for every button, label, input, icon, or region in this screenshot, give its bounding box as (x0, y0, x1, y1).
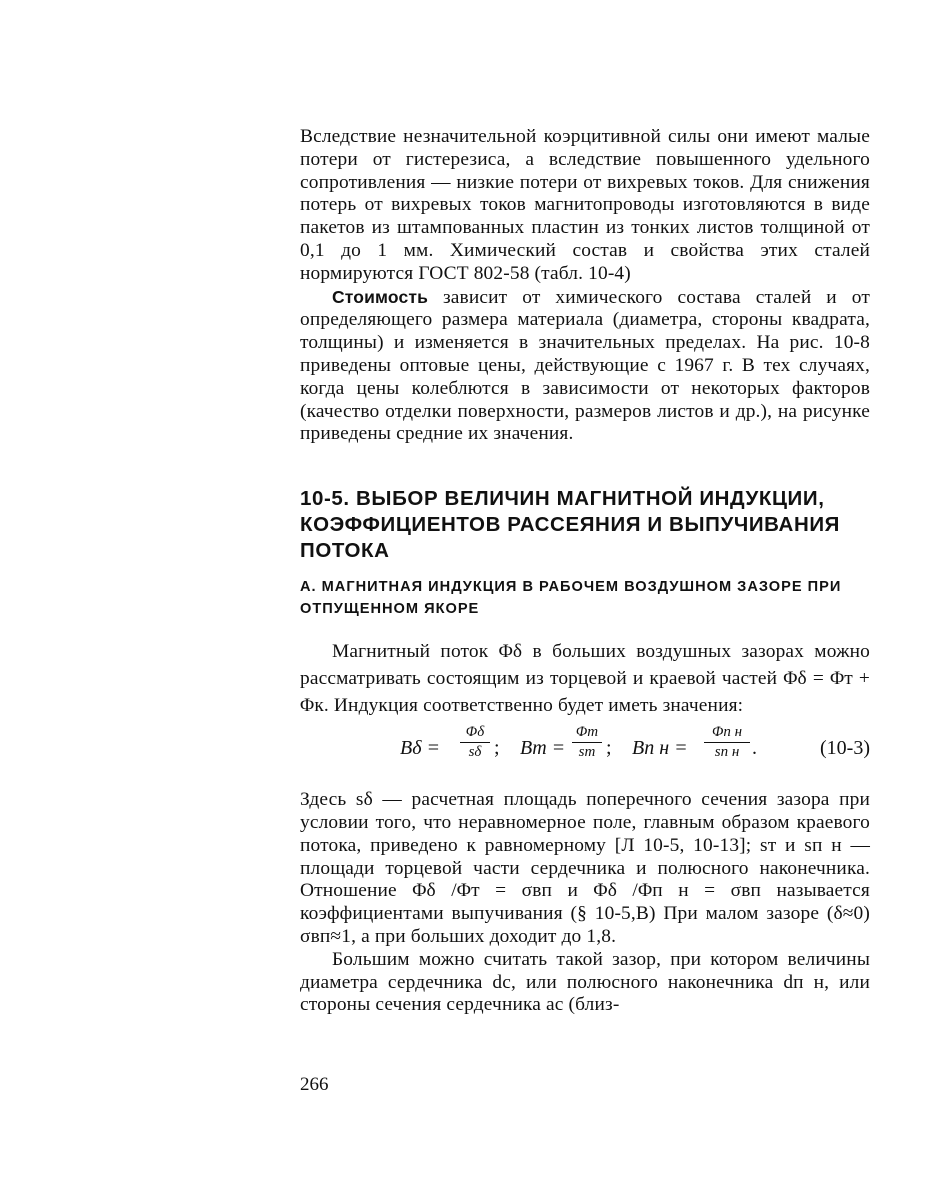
formula-10-3 (300, 719, 870, 781)
equation-number: (10-3) (820, 737, 870, 760)
page-number: 266 (300, 1074, 329, 1095)
fraction-bar (460, 742, 490, 743)
paragraph-4: Здесь sδ — расчетная площадь поперечного сечения зазора при условии того, что неравномерное поле, главным образом краевого потока, приведено к равномерному [Л 10-5, 10-13]; sт и sп н — площади торцевой части сердечника и полюсного наконечника. Отношение Φδ /Φт = σвп и Φδ /Φп н = σвп называется коэффициентами выпучивания (§ 10-5,В) При малом зазоре (δ≈0) σвп≈1, а при больших доходит до 1,8. (300, 789, 870, 947)
paragraph-1: Вследствие незначительной коэрцитивной силы они имеют малые потери от гистерезиса, а вследствие повышенного удельного сопротивления — низкие потери от вихревых токов. Для снижения потерь от вихревых токов магнитопроводы изготовляются в виде пакетов из штампованных пластин из тонких листов толщиной от 0,1 до 1 мм. Химический состав и свойства этих сталей нормируются ГОСТ 802-58 (табл. 10-4) (300, 126, 870, 284)
formula-separator: ; (494, 737, 500, 760)
fraction-numerator: Φδ (465, 724, 485, 741)
paragraph-2 (300, 286, 870, 447)
fraction-phi-t (572, 724, 602, 761)
fraction-bar (704, 742, 750, 743)
paragraph-3: Магнитный поток Φδ в больших воздушных зазорах можно рассматривать состоящим из торцевой и краевой частей Φδ = Φт + Φк. Индукция соответственно будет иметь значения: (300, 641, 870, 717)
fraction-denominator: sп н (714, 744, 740, 761)
paragraph-2-text: зависит от химического состава сталей и от определяющего размера материала (диаметра, стороны квадрата, толщины) и изменяется в значительных пределах. На рис. 10-8 приведены оптовые цены, действующие с 1967 г. В тех случаях, когда цены колеблются в зависимости от некоторых факторов (качество отделки поверхности, размеров листов и др.), на рисунке приведены средние их значения. (300, 286, 870, 445)
subsection-heading: А. МАГНИТНАЯ ИНДУКЦИЯ В РАБОЧЕМ ВОЗДУШНОМ ЗАЗОРЕ ПРИ ОТПУЩЕННОМ ЯКОРЕ (300, 579, 842, 618)
page-body (300, 126, 870, 1017)
fraction-phi-delta (460, 724, 490, 761)
fraction-phi-pn (704, 724, 750, 761)
fraction-denominator: sδ (468, 744, 482, 761)
formula-b-pn: Bп н = (632, 737, 688, 760)
fraction-numerator: Φп н (711, 724, 743, 741)
formula-b-t: Bт = (520, 737, 566, 760)
formula-b-delta: Bδ = (400, 737, 441, 760)
formula-period: . (752, 737, 757, 760)
fraction-numerator: Φт (575, 724, 599, 741)
fraction-bar (572, 742, 602, 743)
section-heading: 10-5. ВЫБОР ВЕЛИЧИН МАГНИТНОЙ ИНДУКЦИИ, КОЭФФИЦИЕНТОВ РАССЕЯНИЯ И ВЫПУЧИВАНИЯ ПОТОКА (300, 487, 841, 563)
paragraph-5: Большим можно считать такой зазор, при котором величины диаметра сердечника dс, или полюсного наконечника dп н, или стороны сечения сердечника aс (близ- (300, 948, 870, 1016)
formula-separator: ; (606, 737, 612, 760)
fraction-denominator: sт (578, 744, 596, 761)
term-cost: Стоимость (332, 286, 429, 307)
